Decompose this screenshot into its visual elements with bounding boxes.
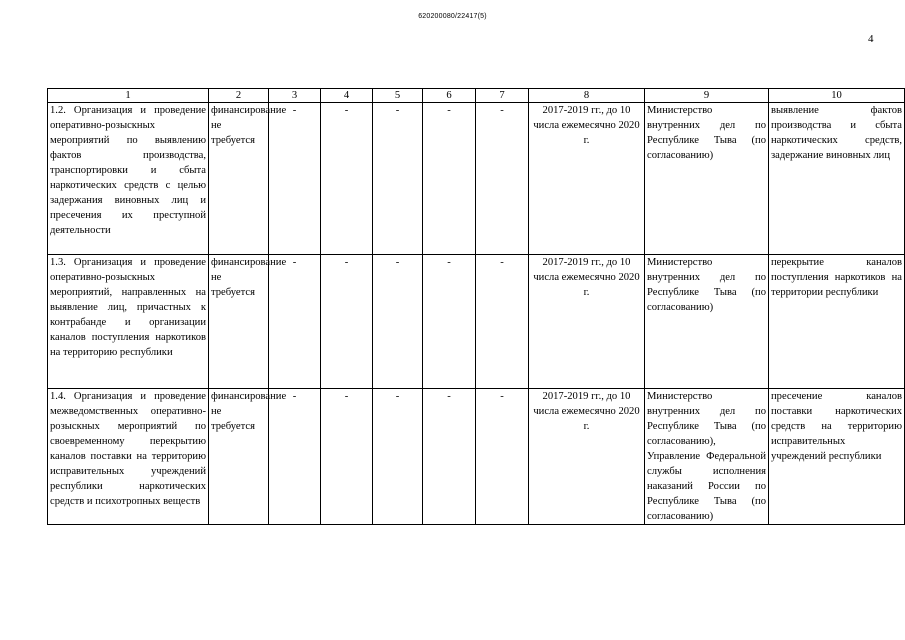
- value-cell: -: [321, 389, 373, 525]
- header-col-3: 3: [269, 89, 321, 103]
- expected-result-cell: перекрытие каналов поступления наркотиков на территории республики: [769, 255, 905, 389]
- page-number: 4: [868, 33, 874, 45]
- financing-cell: финансирование не требуется: [209, 103, 269, 255]
- value-cell: -: [423, 389, 476, 525]
- table-row: [48, 103, 905, 255]
- header-col-5: 5: [373, 89, 423, 103]
- deadline-cell: 2017-2019 гг., до 10 числа ежемесячно 2020 г.: [529, 255, 645, 389]
- deadline-cell: 2017-2019 гг., до 10 числа ежемесячно 2020 г.: [529, 389, 645, 525]
- table-row: [48, 255, 905, 389]
- header-col-4: 4: [321, 89, 373, 103]
- value-cell: -: [373, 103, 423, 255]
- measure-name-cell: 1.3. Организация и проведение оперативно-розыскных мероприятий, направленных на выявление лиц, причастных к контрабанде и организации каналов поступления наркотиков на территорию республики: [48, 255, 209, 389]
- table-row: [48, 389, 905, 525]
- header-col-10: 10: [769, 89, 905, 103]
- measure-name-cell: 1.4. Организация и проведение межведомственных оперативно-розыскных мероприятий по своевременному перекрытию каналов поставки на территорию исправительных учреждений республики наркотических средств и психотропных веществ: [48, 389, 209, 525]
- header-col-2: 2: [209, 89, 269, 103]
- header-col-7: 7: [476, 89, 529, 103]
- value-cell: -: [476, 103, 529, 255]
- responsible-cell: Министерство внутренних дел по Республике Тыва (по согласованию): [645, 103, 769, 255]
- value-cell: -: [373, 255, 423, 389]
- value-cell: -: [373, 389, 423, 525]
- expected-result-cell: выявление фактов производства и сбыта наркотических средств, задержание виновных лиц: [769, 103, 905, 255]
- value-cell: -: [269, 103, 321, 255]
- header-col-9: 9: [645, 89, 769, 103]
- measure-name-cell: 1.2. Организация и проведение оперативно-розыскных мероприятий по выявлению фактов производства, транспортировки и сбыта наркотических средств с целью задержания виновных лиц и пресечения их преступной деятельности: [48, 103, 209, 255]
- value-cell: -: [269, 389, 321, 525]
- value-cell: -: [269, 255, 321, 389]
- table-header-row: [48, 89, 905, 103]
- value-cell: -: [476, 389, 529, 525]
- financing-cell: финансирование не требуется: [209, 389, 269, 525]
- responsible-cell: Министерство внутренних дел по Республике Тыва (по согласованию), Управление Федеральной службы исполнения наказаний России по Республике Тыва (по согласованию): [645, 389, 769, 525]
- header-col-8: 8: [529, 89, 645, 103]
- expected-result-cell: пресечение каналов поставки наркотических средств на территорию исправительных учреждений республики: [769, 389, 905, 525]
- value-cell: -: [321, 103, 373, 255]
- header-col-6: 6: [423, 89, 476, 103]
- value-cell: -: [321, 255, 373, 389]
- responsible-cell: Министерство внутренних дел по Республике Тыва (по согласованию): [645, 255, 769, 389]
- value-cell: -: [423, 255, 476, 389]
- financing-cell: финансирование не требуется: [209, 255, 269, 389]
- document-id: 620200080/22417(5): [418, 13, 487, 20]
- measures-table: [47, 88, 905, 525]
- deadline-cell: 2017-2019 гг., до 10 числа ежемесячно 2020 г.: [529, 103, 645, 255]
- value-cell: -: [423, 103, 476, 255]
- header-col-1: 1: [48, 89, 209, 103]
- value-cell: -: [476, 255, 529, 389]
